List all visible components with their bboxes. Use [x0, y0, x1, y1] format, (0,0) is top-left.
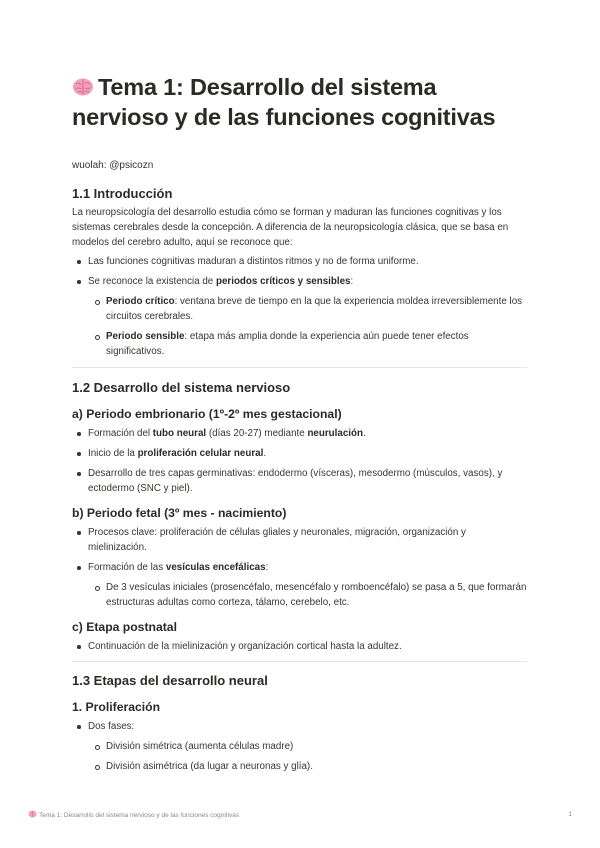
intro-sublist: [72, 294, 527, 359]
list-item: Desarrollo de tres capas germinativas: endodermo (vísceras), mesodermo (músculos, vasos), y ectodermo (SNC y piel).: [72, 466, 527, 496]
page-title: [72, 72, 527, 132]
section-heading-intro: 1.1 Introducción: [72, 186, 173, 201]
page-number: 1: [568, 811, 572, 818]
list-item: División asimétrica (da lugar a neuronas y glía).: [90, 759, 527, 774]
brain-icon: [72, 77, 94, 97]
list-item: Procesos clave: proliferación de células gliales y neuronales, migración, organización y mielinización.: [72, 525, 527, 555]
list-item: De 3 vesículas iniciales (prosencéfalo, mesencéfalo y romboencéfalo) se pasa a 5, que formarán estructuras adultas como corteza, tálamo, cerebelo, etc.: [90, 580, 527, 610]
intro-paragraph: La neuropsicología del desarrollo estudia cómo se forman y maduran las funciones cognitivas y los sistemas cerebrales desde la concepción. A diferencia de la neuropsicología clásica, que se basa en modelos del cerebro adulto, aquí se reconoce que:: [72, 207, 509, 248]
subheading-postnatal: c) Etapa postnatal: [72, 620, 177, 634]
footer-title: Tema 1: Desarrollo del sistema nervioso y de las funciones cognitivas: [28, 810, 239, 819]
fetal-list: [72, 525, 527, 575]
list-item: Formación de las vesículas encefálicas:: [72, 560, 527, 575]
intro-list: [72, 254, 527, 289]
document-page: [72, 72, 527, 774]
divider: [72, 661, 527, 662]
list-item: Dos fases:: [72, 719, 527, 734]
subheading-proliferacion: 1. Proliferación: [72, 700, 161, 714]
brain-icon: [28, 810, 37, 818]
list-item: Formación del tubo neural (días 20-27) mediante neurulación.: [72, 426, 527, 441]
subheading-fetal: b) Periodo fetal (3º mes - nacimiento): [72, 506, 287, 520]
proliferacion-sublist: [72, 739, 527, 774]
list-item: Continuación de la mielinización y organización cortical hasta la adultez.: [72, 639, 527, 654]
page-footer: [28, 810, 572, 819]
section-heading-nervous: 1.2 Desarrollo del sistema nervioso: [72, 380, 291, 395]
author-line: wuolah: @psicozn: [72, 160, 154, 171]
list-item: Inicio de la proliferación celular neural.: [72, 446, 527, 461]
list-item: Periodo sensible: etapa más amplia donde la experiencia aún puede tener efectos significativos.: [90, 329, 527, 359]
list-item: División simétrica (aumenta células madre): [90, 739, 527, 754]
list-item: Periodo crítico: ventana breve de tiempo en la que la experiencia moldea irreversiblemente los circuitos cerebrales.: [90, 294, 527, 324]
fetal-sublist: [72, 580, 527, 610]
list-item: Las funciones cognitivas maduran a distintos ritmos y no de forma uniforme.: [72, 254, 527, 269]
list-item: Se reconoce la existencia de periodos críticos y sensibles:: [72, 274, 527, 289]
divider: [72, 367, 527, 368]
embrionario-list: [72, 426, 527, 496]
title-text: Tema 1: Desarrollo del sistema nervioso y de las funciones cognitivas: [72, 74, 496, 130]
section-heading-neural: 1.3 Etapas del desarrollo neural: [72, 673, 268, 688]
subheading-embrionario: a) Periodo embrionario (1º-2º mes gestacional): [72, 407, 342, 421]
proliferacion-list: [72, 719, 527, 734]
postnatal-list: [72, 639, 527, 654]
